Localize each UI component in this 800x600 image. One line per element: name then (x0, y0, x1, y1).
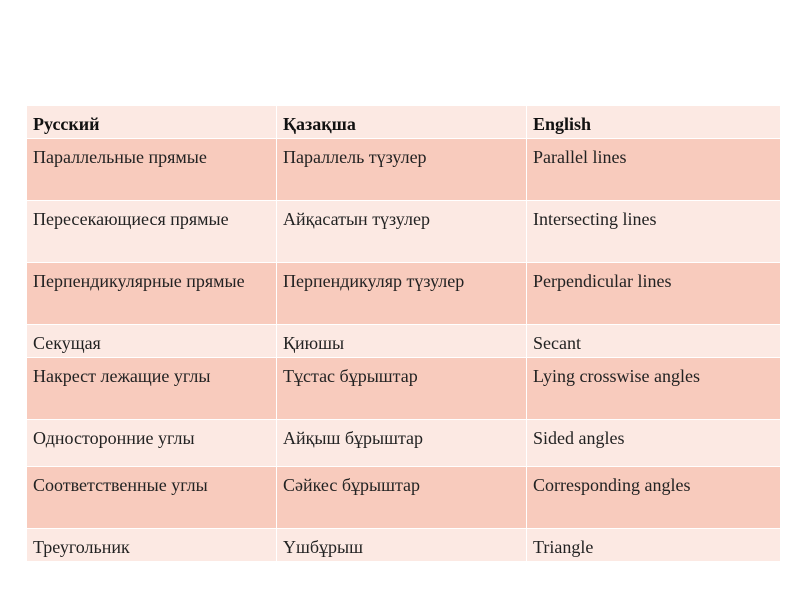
cell-russian: Накрест лежащие углы (27, 358, 277, 420)
cell-english: Perpendicular lines (527, 263, 781, 325)
cell-russian: Односторонние углы (27, 420, 277, 467)
cell-kazakh: Айқыш бұрыштар (277, 420, 527, 467)
cell-russian: Параллельные прямые (27, 139, 277, 201)
cell-english: Sided angles (527, 420, 781, 467)
cell-russian: Пересекающиеся прямые (27, 201, 277, 263)
cell-russian: Соответственные углы (27, 467, 277, 529)
table-row (27, 467, 781, 529)
cell-kazakh: Үшбұрыш (277, 529, 527, 562)
cell-kazakh: Перпендикуляр түзулер (277, 263, 527, 325)
cell-english: Intersecting lines (527, 201, 781, 263)
table-row (27, 420, 781, 467)
cell-russian: Секущая (27, 325, 277, 358)
cell-english: Secant (527, 325, 781, 358)
table-row (27, 201, 781, 263)
cell-kazakh: Тұстас бұрыштар (277, 358, 527, 420)
cell-russian: Треугольник (27, 529, 277, 562)
cell-russian: Перпендикулярные прямые (27, 263, 277, 325)
vocabulary-table (26, 105, 781, 562)
table-header-row (27, 106, 781, 139)
cell-kazakh: Айқасатын түзулер (277, 201, 527, 263)
cell-english: Parallel lines (527, 139, 781, 201)
cell-english: Lying crosswise angles (527, 358, 781, 420)
cell-kazakh: Қиюшы (277, 325, 527, 358)
cell-english: Corresponding angles (527, 467, 781, 529)
table-row (27, 139, 781, 201)
header-kazakh: Қазақша (277, 106, 527, 139)
table-row (27, 263, 781, 325)
cell-kazakh: Сәйкес бұрыштар (277, 467, 527, 529)
table-row (27, 325, 781, 358)
cell-kazakh: Параллель түзулер (277, 139, 527, 201)
table-row (27, 529, 781, 562)
table-row (27, 358, 781, 420)
cell-english: Triangle (527, 529, 781, 562)
header-russian: Русский (27, 106, 277, 139)
header-english: English (527, 106, 781, 139)
